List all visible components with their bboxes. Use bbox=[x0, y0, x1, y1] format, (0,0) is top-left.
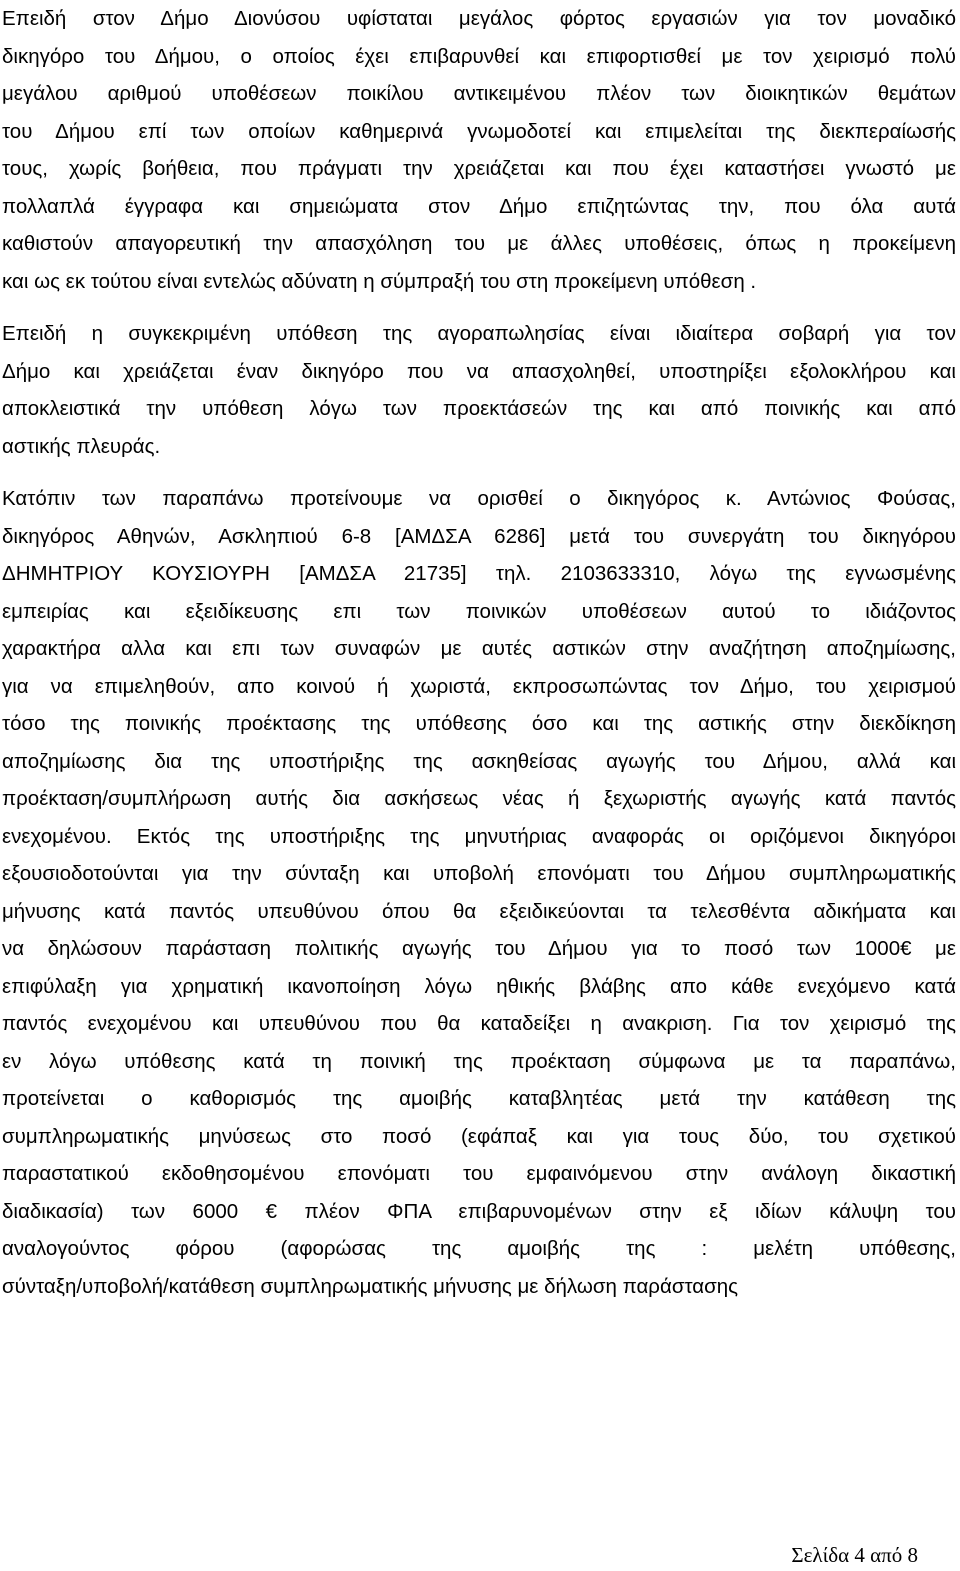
text-line: ΔΗΜΗΤΡΙΟΥ ΚΟΥΣΙΟΥΡΗ [ΑΜΔΣΑ 21735] τηλ. 2103633310, λόγω της εγνωσμένης bbox=[2, 562, 956, 585]
text-line: δικηγόρος Αθηνών, Ασκληπιού 6-8 [ΑΜΔΣΑ 6286] μετά του συνεργάτη του δικηγόρου bbox=[2, 524, 956, 548]
text-line: παραστατικού εκδοθησομένου επονόματι του εμφαινόμενου στην ανάλογη δικαστική bbox=[2, 1162, 956, 1185]
text-line: να δηλώσουν παράσταση πολιτικής αγωγής του Δήμου για το ποσό των 1000€ με bbox=[2, 937, 956, 960]
paragraph bbox=[2, 480, 956, 1305]
text-line: μεγάλου αριθμού υποθέσεων ποικίλου αντικειμένου πλέον των διοικητικών θεμάτων bbox=[2, 82, 956, 105]
text-line: καθιστούν απαγορευτική την απασχόληση του με άλλες υποθέσεις, όπως η προκείμενη bbox=[2, 232, 956, 255]
text-line: αστικής πλευράς. bbox=[2, 434, 161, 458]
text-line: σύνταξη/υποβολή/κατάθεση συμπληρωματικής μήνυσης με δήλωση παράστασης bbox=[2, 1274, 739, 1298]
paragraph bbox=[2, 0, 956, 300]
text-line: μήνυσης κατά παντός υπευθύνου όπου θα εξειδικεύονται τα τελεσθέντα αδικήματα και bbox=[2, 899, 956, 923]
text-line: Επειδή η συγκεκριμένη υπόθεση της αγοραπωλησίας είναι ιδιαίτερα σοβαρή για τον bbox=[2, 322, 956, 345]
text-line: για να επιμεληθούν, απο κοινού ή χωριστά, εκπροσωπώντας τον Δήμο, του χειρισμού bbox=[2, 674, 956, 698]
text-line: του Δήμου επί των οποίων καθημερινά γνωμοδοτεί και επιμελείται της διεκπεραίωσής bbox=[2, 119, 956, 143]
text-line: αποκλειστικά την υπόθεση λόγω των προεκτάσεών της και από ποινικής και από bbox=[2, 397, 956, 420]
text-line: διαδικασία) των 6000 € πλέον ΦΠΑ επιβαρυνομένων στην εξ ιδίων κάλυψη του bbox=[2, 1199, 956, 1223]
text-line: εξουσιοδοτούνται για την σύνταξη και υποβολή επονόματι του Δήμου συμπληρωματικής bbox=[2, 862, 956, 885]
text-line: προτείνεται ο καθορισμός της αμοιβής καταβλητέας μετά την κατάθεση της bbox=[2, 1087, 956, 1110]
text-line: προέκταση/συμπλήρωση αυτής δια ασκήσεως νέας ή ξεχωριστής αγωγής κατά παντός bbox=[2, 787, 956, 810]
text-line: ενεχομένου. Εκτός της υποστήριξης της μηνυτήριας αναφοράς οι οριζόμενοι δικηγόροι bbox=[2, 824, 956, 848]
text-line: τόσο της ποινικής προέκτασης της υπόθεσης όσο και της αστικής στην διεκδίκηση bbox=[2, 712, 956, 735]
text-line: εν λόγω υπόθεσης κατά τη ποινική της προέκταση σύμφωνα με τα παραπάνω, bbox=[2, 1049, 956, 1073]
document-body bbox=[2, 0, 956, 1320]
text-line: Κατόπιν των παραπάνω προτείνουμε να ορισθεί ο δικηγόρος κ. Αντώνιος Φούσας, bbox=[2, 487, 956, 510]
text-line: αναλογούντος φόρου (αφορώσας της αμοιβής της : μελέτη υπόθεσης, bbox=[2, 1237, 956, 1260]
text-line: και ως εκ τούτου είναι εντελώς αδύνατη η σύμπραξή του στη προκείμενη υπόθεση . bbox=[2, 269, 757, 293]
text-line: εμπειρίας και εξειδίκευσης επι των ποινικών υποθέσεων αυτού το ιδιάζοντος bbox=[2, 599, 956, 623]
text-line: συμπληρωματικής μηνύσεως στο ποσό (εφάπαξ και για τους δύο, του σχετικού bbox=[2, 1124, 956, 1148]
text-line: Δήμο και χρειάζεται έναν δικηγόρο που να απασχοληθεί, υποστηρίξει εξολοκλήρου και bbox=[2, 359, 956, 383]
text-line: επιφύλαξη για χρηματική ικανοποίηση λόγω ηθικής βλάβης απο κάθε ενεχόμενο κατά bbox=[2, 974, 956, 998]
page-number: Σελίδα 4 από 8 bbox=[791, 1543, 918, 1567]
text-line: Επειδή στον Δήμο Διονύσου υφίσταται μεγάλος φόρτος εργασιών για τον μοναδικό bbox=[2, 7, 956, 30]
text-line: χαρακτήρα αλλα και επι των συναφών με αυτές αστικών στην αναζήτηση αποζημίωσης, bbox=[2, 637, 956, 660]
text-line: παντός ενεχομένου και υπευθύνου που θα καταδείξει η ανακριση. Για τον χειρισμό της bbox=[2, 1012, 956, 1035]
text-line: δικηγόρο του Δήμου, ο οποίος έχει επιβαρυνθεί και επιφορτισθεί με τον χειρισμό πολύ bbox=[2, 44, 956, 68]
text-line: τους, χωρίς βοήθεια, που πράγματι την χρειάζεται και που έχει καταστήσει γνωστό με bbox=[2, 157, 956, 180]
paragraph bbox=[2, 315, 956, 465]
text-line: πολλαπλά έγγραφα και σημειώματα στον Δήμο επιζητώντας την, που όλα αυτά bbox=[2, 194, 956, 218]
text-line: αποζημίωσης δια της υποστήριξης της ασκηθείσας αγωγής του Δήμου, αλλά και bbox=[2, 749, 956, 773]
